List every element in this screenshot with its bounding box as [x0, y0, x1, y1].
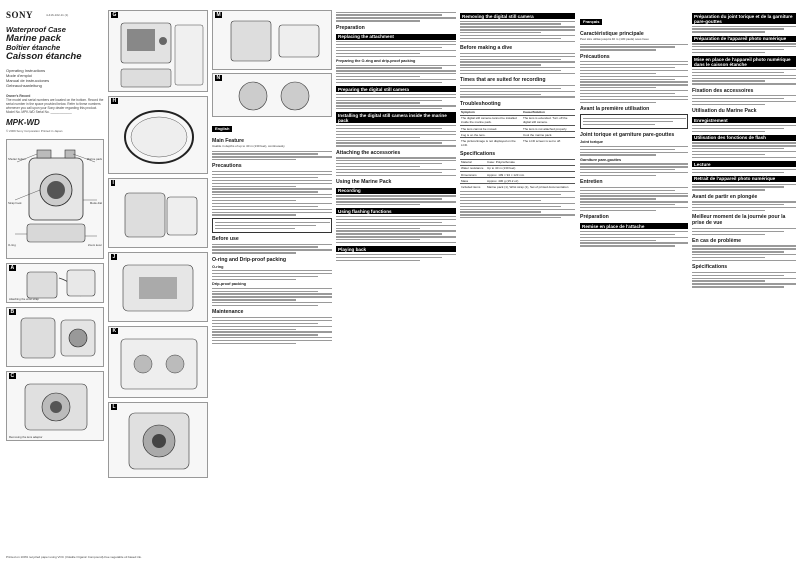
figure-tag: J: [112, 254, 116, 260]
figure-i: [108, 178, 208, 248]
body-text-block: [460, 191, 575, 218]
section-prep-appareil: Préparation de l'appareil photo numérique: [692, 36, 796, 42]
body-text-block: [336, 12, 456, 22]
section-mise-en-place: Mise en place de l'appareil photo numérique dans le caisson étanche: [692, 56, 796, 67]
section-attaching-accessories: Attaching the accessories: [336, 149, 401, 156]
model-number: MPK-WD: [6, 118, 40, 127]
body-text-block: [336, 125, 456, 147]
assembled-case-illustration: [109, 403, 209, 479]
callout-mode-dial: Mode dial: [89, 201, 102, 205]
section-before-dive: Before making a dive: [460, 45, 513, 52]
body-text-block: [692, 201, 796, 211]
owners-record: [6, 94, 104, 114]
table-cell: Mass: [460, 178, 486, 184]
adaptor-illustration: [213, 74, 333, 118]
table-header: Symptom: [460, 109, 522, 115]
section-joint-torique: Joint torique et garniture pare-gouttes: [580, 132, 675, 139]
figure-tag: C: [10, 373, 15, 379]
figures-column: [108, 10, 208, 557]
table-cell: The digital still camera cannot be installed inside the marine pack.: [460, 115, 522, 125]
figure-k: [108, 326, 208, 398]
section-caracteristique: Caractéristique principale: [580, 31, 644, 37]
caption-wrist-strap: Attaching the wrist strap: [9, 296, 39, 301]
subsection-remise-attache: Remise en place de l'attache: [580, 223, 688, 229]
body-text-block: [692, 245, 796, 261]
table-header: Cause/Solution: [522, 109, 575, 115]
callout-o-ring: O-ring: [8, 243, 16, 247]
body-text-block: [212, 288, 332, 307]
section-main-feature: Main Feature: [212, 138, 244, 144]
body-text-block: [212, 317, 332, 344]
figure-tag: H: [112, 98, 117, 104]
table-cell: Marine pack (1), Wrist strap (1), Set of printed documentation: [486, 184, 575, 190]
body-text-block: [692, 95, 796, 105]
body-text-block: [692, 272, 796, 288]
recycled-paper-note: Printed on 100% recycled paper using VOC (Volatile Organic Compound)-free vegetable oil based ink.: [6, 555, 142, 559]
subsection-drip-proof: Drip-proof packing: [212, 282, 246, 287]
latch-illustration: [109, 253, 209, 323]
ops-line: Operating Instructions: [6, 68, 46, 73]
figure-b: [6, 307, 104, 367]
body-text-block: [460, 53, 575, 75]
body-text-block: [336, 157, 456, 176]
figure-j: [108, 252, 208, 322]
section-maintenance: Maintenance: [212, 309, 244, 316]
caption-lens-adaptor: Removing the lens adaptor: [9, 434, 43, 439]
subsection-replacing-attachment: Replacing the attachment: [336, 34, 456, 40]
subsection-flash: Utilisation des fonctions de flash: [692, 135, 796, 141]
body-text-block: [692, 125, 796, 132]
camera-setup-illustration: [213, 11, 333, 71]
figure-tag: K: [112, 328, 117, 334]
callout-marine-pack: Marine pack: [86, 157, 102, 161]
specifications-table: [460, 159, 575, 190]
callout-strap-hook: Strap hook: [8, 201, 22, 205]
table-cell: Case: Polycarbonate: [486, 159, 575, 165]
table-cell: Cool the marine pack.: [522, 132, 575, 138]
figure-tag: B: [10, 309, 15, 315]
body-text-block: [692, 43, 796, 53]
callout-zoom-lever: Zoom lever: [88, 243, 102, 247]
figure-h: [108, 96, 208, 174]
body-text-block: [692, 228, 796, 235]
main-feature-text: Usable in depths of up to 40 m (130 feet), continuously: [212, 144, 285, 148]
callout-shutter: Shutter button: [8, 157, 26, 161]
section-installing-camera: Installing the digital still camera inside the marine pack: [336, 112, 456, 123]
subsection-enregistrement: Enregistrement: [692, 117, 796, 123]
copyright: © 2009 Sony Corporation Printed in Japan: [6, 129, 63, 133]
table-cell: Fog is on the lens.: [460, 132, 522, 138]
body-text-block: [460, 85, 575, 98]
figure-g: [108, 10, 208, 92]
table-cell: The lens is extended. Turn off the digital still camera.: [522, 115, 575, 125]
figure-tag: N: [216, 75, 221, 81]
table-cell: Material: [460, 159, 486, 165]
table-cell: Dimensions: [460, 172, 486, 178]
body-text-block: [212, 171, 332, 216]
body-text-block: [692, 169, 796, 173]
note-box: [580, 114, 688, 129]
section-preparation: Preparation: [336, 24, 365, 31]
body-text-block: [692, 26, 796, 33]
ops-line: Manual de instrucciones: [6, 78, 50, 83]
table-cell: Up to 40 m (130 feet): [486, 165, 575, 171]
body-text-block: [692, 142, 796, 158]
title-en-2: Marine pack: [6, 33, 61, 44]
body-text-block: [212, 244, 332, 254]
section-preparing-camera: Preparing the digital still camera: [336, 86, 456, 92]
subsection-o-ring-prep: Preparing the O-ring and drip-proof packing: [336, 58, 416, 63]
francais-column-2: [692, 10, 796, 557]
body-text-block: [580, 231, 688, 247]
body-text-block: [580, 187, 688, 211]
section-removing-camera: Removing the digital still camera: [460, 13, 575, 19]
subsection-playing-back: Playing back: [336, 246, 456, 252]
figure-m: [212, 10, 332, 70]
section-precautions-fr: Précautions: [580, 53, 610, 60]
subsection-flashing: Using flashing functions: [336, 208, 456, 214]
troubleshooting-table: [460, 109, 575, 148]
english-column-1: [212, 10, 332, 557]
section-retrait: Retrait de l'appareil photo numérique: [692, 176, 796, 182]
language-tab-francais: Français: [580, 19, 602, 25]
table-cell: The lens is not attached properly.: [522, 126, 575, 132]
cover-column: [6, 10, 104, 557]
table-row: [460, 184, 575, 190]
owners-record-text: The model and serial numbers are located on the bottom. Record the serial number in the space provided below. Refer to these numbers whenever you call upon your Sony dealer regarding this product.: [6, 98, 104, 110]
figure-c: [6, 371, 104, 441]
body-text-block: [692, 184, 796, 191]
figure-a: [6, 263, 104, 303]
body-text-block: [336, 254, 456, 261]
section-before-use: Before use: [212, 235, 239, 242]
figure-tag: M: [216, 12, 221, 18]
body-text-block: [212, 151, 332, 161]
body-text-block: [460, 21, 575, 43]
lens-adaptor-illustration: [7, 372, 105, 442]
section-en-cas-probleme: En cas de problème: [692, 237, 742, 244]
section-using-marine-pack: Using the Marine Pack: [336, 178, 392, 185]
body-text-block: [336, 41, 456, 57]
subsection-joint-torique: Joint torique: [580, 140, 603, 145]
ops-line: Gebrauchsanleitung: [6, 83, 42, 88]
subsection-lecture: Lecture: [692, 161, 796, 167]
section-fixation: Fixation des accessoires: [692, 87, 754, 94]
section-specifications-fr: Spécifications: [692, 264, 728, 271]
body-text-block: [336, 216, 456, 243]
francais-column-1: [580, 10, 688, 557]
english-column-2: [336, 10, 456, 557]
body-text-block: [580, 61, 688, 103]
figure-tag: I: [112, 180, 114, 186]
body-text-block: [580, 44, 688, 51]
ops-line: Mode d'emploi: [6, 73, 32, 78]
table-cell: Included items: [460, 184, 486, 190]
table-cell: Approx. 109 × 94 × 123 mm: [486, 172, 575, 178]
table-cell: The picture/image is not displayed on the LCD.: [460, 138, 522, 148]
camera-back-illustration: [109, 11, 209, 93]
subsection-o-ring: O-ring: [212, 264, 224, 269]
table-cell: Water resistance: [460, 165, 486, 171]
title-block: [6, 26, 104, 62]
title-fr-2: Caisson étanche: [6, 51, 82, 62]
table-cell: Approx. 430 g (15.2 oz): [486, 178, 575, 184]
section-o-ring: O-ring and Drip-proof packing: [212, 256, 287, 263]
section-meilleur-moment: Meilleur moment de la journée pour la prise de vue: [692, 214, 786, 227]
section-recording-times: Times that are suited for recording: [460, 77, 546, 84]
body-text-block: [212, 270, 332, 280]
buttons-illustration: [109, 327, 209, 399]
body-text-block: [336, 195, 456, 205]
body-text-block: [580, 146, 688, 156]
section-preparation-fr: Préparation: [580, 214, 609, 221]
figure-overview: [6, 139, 104, 259]
figure-tag: A: [10, 265, 15, 271]
note-box: [212, 218, 332, 233]
body-text-block: [692, 69, 796, 85]
language-tab-english: English: [212, 126, 232, 132]
section-avant-utilisation: Avant la première utilisation: [580, 105, 650, 112]
body-text-block: [336, 65, 456, 84]
table-cell: The lens cannot be moved.: [460, 126, 522, 132]
section-troubleshooting: Troubleshooting: [460, 100, 501, 107]
brand-logo: SONY: [6, 10, 34, 20]
section-entretien: Entretien: [580, 179, 603, 186]
case-open-illustration: [109, 179, 209, 249]
section-precautions: Precautions: [212, 163, 242, 170]
table-cell: The LCD screen is set to off.: [522, 138, 575, 148]
subsection-garniture: Garniture pare-gouttes: [580, 157, 622, 162]
camera-insert-illustration: [7, 308, 105, 368]
table-row: [460, 115, 575, 125]
o-ring-illustration: [109, 97, 209, 175]
body-text-block: [336, 94, 456, 110]
operating-instructions-list: [6, 68, 104, 88]
table-row: [460, 138, 575, 148]
section-specifications: Specifications: [460, 150, 496, 157]
section-prep-joint: Préparation du joint torique et de la garniture pare-gouttes: [692, 13, 796, 24]
subsection-recording: Recording: [336, 188, 456, 194]
english-column-3: [460, 10, 575, 557]
section-avant-plongee: Avant de partir en plongée: [692, 193, 758, 200]
part-number: 4-416-102-11 (1): [46, 13, 69, 17]
title-fr-1: Boîtier étanche: [6, 43, 61, 52]
figure-tag: G: [112, 12, 117, 18]
owners-record-fields: Model No. MPK-WD Serial No. ____________: [6, 110, 72, 114]
section-utilisation: Utilisation du Marine Pack: [692, 108, 757, 115]
body-text-block: [580, 163, 688, 176]
owners-record-title: Owner's Record: [6, 94, 31, 98]
caracteristique-text: Peut être utilisé jusqu'à 40 m (130 pieds) sous l'eau: [580, 37, 649, 41]
figure-n: [212, 73, 332, 117]
title-en-1: Waterproof Case: [6, 25, 66, 34]
figure-tag: L: [112, 404, 116, 410]
figure-l: [108, 402, 208, 478]
